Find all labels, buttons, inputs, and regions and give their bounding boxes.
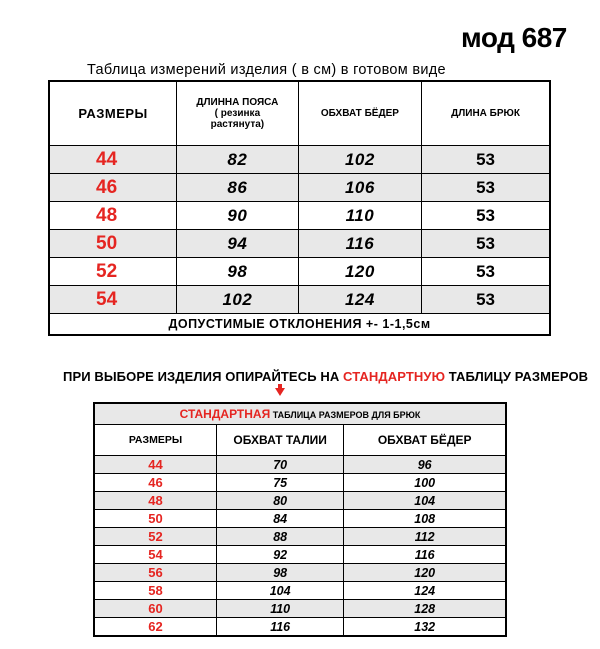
- waist-cell: 70: [216, 456, 343, 474]
- hips-cell: 116: [344, 546, 506, 564]
- table-row: [94, 492, 506, 510]
- length-cell: 53: [422, 258, 550, 286]
- header-hips: ОБХВАТ БЁДЕР: [344, 425, 506, 456]
- size-cell: 52: [94, 528, 216, 546]
- standard-size-table: [93, 402, 507, 637]
- hips-cell: 124: [344, 582, 506, 600]
- header-waist-length: [177, 81, 299, 146]
- standard-table-caption: [94, 403, 506, 425]
- hips-cell: 100: [344, 474, 506, 492]
- header-length: ДЛИНА БРЮК: [422, 81, 550, 146]
- header-sizes: РАЗМЕРЫ: [49, 81, 177, 146]
- measurement-table: [48, 80, 551, 336]
- size-cell: 58: [94, 582, 216, 600]
- length-cell: 53: [422, 286, 550, 314]
- size-cell: 54: [94, 546, 216, 564]
- waist-cell: 98: [177, 258, 299, 286]
- size-cell: 54: [49, 286, 177, 314]
- size-cell: 60: [94, 600, 216, 618]
- model-title: мод 687: [461, 22, 567, 53]
- waist-cell: 84: [216, 510, 343, 528]
- caption-text: ТАБЛИЦА РАЗМЕРОВ ДЛЯ БРЮК: [270, 410, 421, 420]
- size-hint: [63, 369, 588, 384]
- table-row: [49, 258, 550, 286]
- hips-cell: 102: [298, 146, 421, 174]
- size-cell: 48: [49, 202, 177, 230]
- waist-cell: 90: [177, 202, 299, 230]
- waist-cell: 104: [216, 582, 343, 600]
- standard-table-caption-row: [94, 403, 506, 425]
- size-cell: 56: [94, 564, 216, 582]
- waist-cell: 80: [216, 492, 343, 510]
- table-row: [94, 528, 506, 546]
- length-cell: 53: [422, 202, 550, 230]
- hips-cell: 124: [298, 286, 421, 314]
- table-row: [49, 230, 550, 258]
- hips-cell: 120: [298, 258, 421, 286]
- tolerance-note: ДОПУСТИМЫЕ ОТКЛОНЕНИЯ +- 1-1,5см: [49, 314, 550, 336]
- size-cell: 46: [94, 474, 216, 492]
- hint-after: ТАБЛИЦУ РАЗМЕРОВ: [445, 369, 589, 384]
- header-waist: ОБХВАТ ТАЛИИ: [216, 425, 343, 456]
- hips-cell: 108: [344, 510, 506, 528]
- waist-cell: 110: [216, 600, 343, 618]
- waist-cell: 88: [216, 528, 343, 546]
- down-arrow-icon: [275, 388, 285, 396]
- waist-cell: 86: [177, 174, 299, 202]
- table-row: [49, 202, 550, 230]
- table-row: [49, 146, 550, 174]
- header-waist-length-line2: ( резинка: [214, 108, 261, 119]
- table-row: [94, 546, 506, 564]
- hips-cell: 106: [298, 174, 421, 202]
- table-row: [49, 286, 550, 314]
- hint-highlight: СТАНДАРТНУЮ: [343, 369, 446, 384]
- waist-cell: 102: [177, 286, 299, 314]
- hips-cell: 112: [344, 528, 506, 546]
- table-row: [94, 510, 506, 528]
- size-cell: 62: [94, 618, 216, 637]
- waist-cell: 92: [216, 546, 343, 564]
- size-cell: 44: [94, 456, 216, 474]
- waist-cell: 75: [216, 474, 343, 492]
- length-cell: 53: [422, 146, 550, 174]
- header-waist-length-line1: ДЛИННА ПОЯСА: [196, 97, 279, 108]
- waist-cell: 82: [177, 146, 299, 174]
- size-cell: 50: [49, 230, 177, 258]
- table-row: [94, 456, 506, 474]
- table-row: [94, 600, 506, 618]
- table-subtitle: Таблица измерений изделия ( в см) в готовом виде: [87, 62, 446, 78]
- hips-cell: 110: [298, 202, 421, 230]
- table-row: [94, 564, 506, 582]
- size-cell: 50: [94, 510, 216, 528]
- caption-highlight: СТАНДАРТНАЯ: [179, 407, 271, 421]
- hips-cell: 132: [344, 618, 506, 637]
- size-cell: 46: [49, 174, 177, 202]
- hint-before: ПРИ ВЫБОРЕ ИЗДЕЛИЯ ОПИРАЙТЕСЬ НА: [63, 369, 344, 384]
- hips-cell: 104: [344, 492, 506, 510]
- table-row: [94, 474, 506, 492]
- size-cell: 48: [94, 492, 216, 510]
- length-cell: 53: [422, 174, 550, 202]
- standard-header-row: [94, 425, 506, 456]
- hips-cell: 128: [344, 600, 506, 618]
- size-cell: 44: [49, 146, 177, 174]
- hips-cell: 96: [344, 456, 506, 474]
- tolerance-row: [49, 314, 550, 336]
- length-cell: 53: [422, 230, 550, 258]
- header-hips: ОБХВАТ БЁДЕР: [298, 81, 421, 146]
- table-row: [94, 618, 506, 637]
- hips-cell: 120: [344, 564, 506, 582]
- measurement-header-row: [49, 81, 550, 146]
- table-row: [94, 582, 506, 600]
- header-waist-length-line3: растянута): [210, 119, 265, 130]
- size-cell: 52: [49, 258, 177, 286]
- table-row: [49, 174, 550, 202]
- waist-cell: 116: [216, 618, 343, 637]
- waist-cell: 94: [177, 230, 299, 258]
- hips-cell: 116: [298, 230, 421, 258]
- header-sizes: РАЗМЕРЫ: [94, 425, 216, 456]
- waist-cell: 98: [216, 564, 343, 582]
